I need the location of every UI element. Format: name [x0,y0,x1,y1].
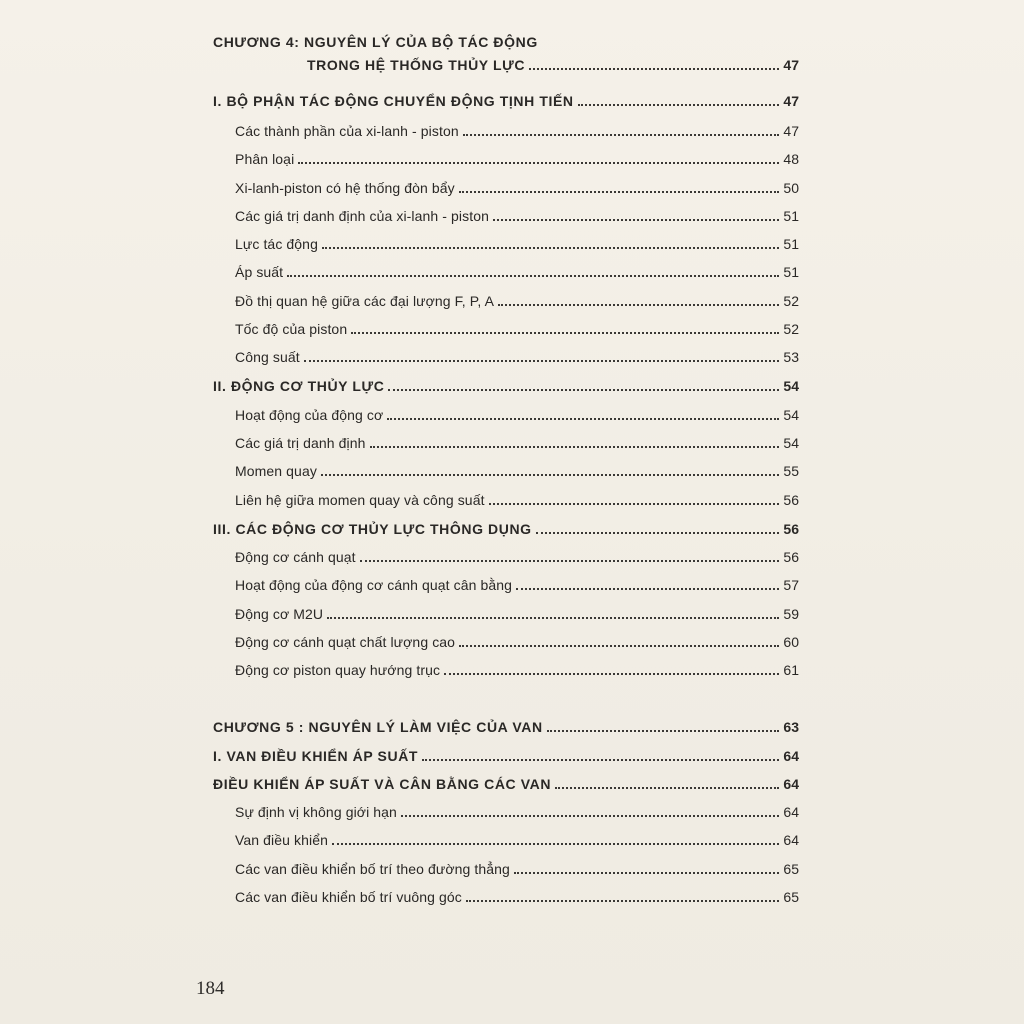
dot-leader [536,532,780,534]
toc-entry [213,430,799,452]
dot-leader [547,730,780,732]
toc-entry-title: Động cơ cánh quạt [235,549,356,565]
toc-entry-title: Lực tác động [235,236,318,252]
toc-entry [213,771,799,793]
toc-entry-page: 51 [783,236,799,252]
toc-entry-title: Các giá trị danh định [235,435,366,451]
dot-leader [360,560,780,562]
dot-leader [555,787,779,789]
toc-entry-title: Các van điều khiển bố trí vuông góc [235,889,462,905]
toc-entry [213,544,799,566]
dot-leader [327,617,779,619]
toc-entry [213,316,799,338]
toc-entry [213,572,799,594]
toc-entry-page: 64 [783,804,799,820]
toc-entry-page: 54 [783,435,799,451]
toc-entry-page: 47 [783,123,799,139]
toc-entry-title: Các van điều khiển bố trí theo đường thẳng [235,861,510,877]
chapter-4-title-line1: CHƯƠNG 4: NGUYÊN LÝ CỦA BỘ TÁC ĐỘNG [213,34,538,50]
toc-entry-page: 48 [783,151,799,167]
toc-entry [213,88,799,110]
toc-entry-title: CHƯƠNG 5 : NGUYÊN LÝ LÀM VIỆC CỦA VAN [213,719,543,735]
toc-entry [213,827,799,849]
chapter-4-title-line2-text: TRONG HỆ THỐNG THỦY LỰC [307,57,526,73]
toc-entry [213,601,799,623]
toc-entry [213,487,799,509]
dot-leader [459,191,780,193]
toc-entry [213,799,799,821]
toc-entry-page: 52 [783,293,799,309]
toc-entry-title: Đồ thị quan hệ giữa các đại lượng F, P, A [235,293,495,309]
toc-entry-page: 56 [783,549,799,565]
dot-leader [287,275,779,277]
dot-leader [578,104,780,106]
toc-entry-page: 51 [783,208,799,224]
dot-leader [387,418,779,420]
toc-entry-title: Liên hệ giữa momen quay và công suất [235,492,485,508]
toc-entry [213,516,799,538]
toc-entry-page: 54 [783,378,799,394]
dot-leader [322,247,779,249]
toc-entry-page: 56 [783,521,799,537]
toc-entry-title: Phân loại [235,151,295,167]
dot-leader [514,872,779,874]
toc-entry-title: Xi-lanh-piston có hệ thống đòn bẩy [235,180,455,196]
toc-entry [213,288,799,310]
toc-entry-title: I. BỘ PHẬN TÁC ĐỘNG CHUYỂN ĐỘNG TỊNH TIẾN [213,93,574,109]
toc-entry [213,118,799,140]
chapter-4-page: 47 [783,57,799,73]
toc-entry [213,629,799,651]
toc-entry-page: 53 [783,349,799,365]
toc-entry-page: 57 [783,577,799,593]
toc-entry-title: Hoạt động của động cơ cánh quạt cân bằng [235,577,513,593]
dot-leader [370,446,780,448]
toc-entry-page: 63 [783,719,799,735]
toc-entry [213,231,799,253]
toc-entry-title: Động cơ cánh quạt chất lượng cao [235,634,456,650]
dot-leader [516,588,779,590]
toc-entry-title: Động cơ piston quay hướng trục [235,662,441,678]
toc-entry-page: 65 [783,889,799,905]
toc-entry-title: I. VAN ĐIỀU KHIỂN ÁP SUẤT [213,748,419,764]
toc-entry [213,259,799,281]
toc-entry-title: Các giá trị danh định của xi-lanh - piston [235,208,490,224]
dot-leader [444,673,779,675]
dot-leader [529,68,779,70]
dot-leader [304,360,780,362]
toc-entry [213,203,799,225]
dot-leader [298,162,779,164]
toc-entry-title: Van điều khiển [235,832,328,848]
toc-entry-page: 64 [783,748,799,764]
toc-entry [213,657,799,679]
toc-entry [213,344,799,366]
toc-entry [213,373,799,395]
toc-entry-page: 50 [783,180,799,196]
dot-leader [493,219,779,221]
toc-entry [213,402,799,424]
dot-leader [463,134,780,136]
dot-leader [422,759,779,761]
toc-entry-page: 55 [783,463,799,479]
toc-entry-page: 65 [783,861,799,877]
toc-entry-title: Các thành phần của xi-lanh - piston [235,123,459,139]
toc-entry-title: Sự định vị không giới hạn [235,804,397,820]
toc-entry-page: 60 [783,634,799,650]
toc-entry-page: 52 [783,321,799,337]
toc-entry [213,856,799,878]
toc-entry-title: Hoạt động của động cơ [235,407,384,423]
dot-leader [332,843,779,845]
dot-leader [498,304,779,306]
dot-leader [388,389,779,391]
toc-entry-page: 61 [783,662,799,678]
toc-entry-title: II. ĐỘNG CƠ THỦY LỰC [213,378,385,394]
toc-entry [213,458,799,480]
toc-entry-title: ĐIỀU KHIỂN ÁP SUẤT VÀ CÂN BẰNG CÁC VAN [213,776,552,792]
toc-entry [213,743,799,765]
toc-entry-page: 64 [783,776,799,792]
toc-entry-title: Momen quay [235,463,317,479]
toc-entry-title: Động cơ M2U [235,606,324,622]
dot-leader [351,332,779,334]
dot-leader [321,474,779,476]
toc-entry [213,175,799,197]
toc-entry-page: 56 [783,492,799,508]
dot-leader [459,645,779,647]
toc-entry-page: 54 [783,407,799,423]
toc-entry-title: III. CÁC ĐỘNG CƠ THỦY LỰC THÔNG DỤNG [213,521,532,537]
toc-entry-page: 64 [783,832,799,848]
toc-entry-title: Áp suất [235,264,284,280]
dot-leader [489,503,780,505]
toc-entry-page: 59 [783,606,799,622]
toc-entry-page: 51 [783,264,799,280]
dot-leader [466,900,780,902]
toc-entry [213,146,799,168]
toc-entry [213,714,799,736]
chapter-4-title-line2 [213,52,799,74]
toc-entry-title: Tốc độ của piston [235,321,348,337]
dot-leader [401,815,779,817]
toc-entry [213,884,799,906]
page-number: 184 [196,978,225,999]
toc-entry-title: Công suất [235,349,300,365]
toc-entry-page: 47 [783,93,799,109]
